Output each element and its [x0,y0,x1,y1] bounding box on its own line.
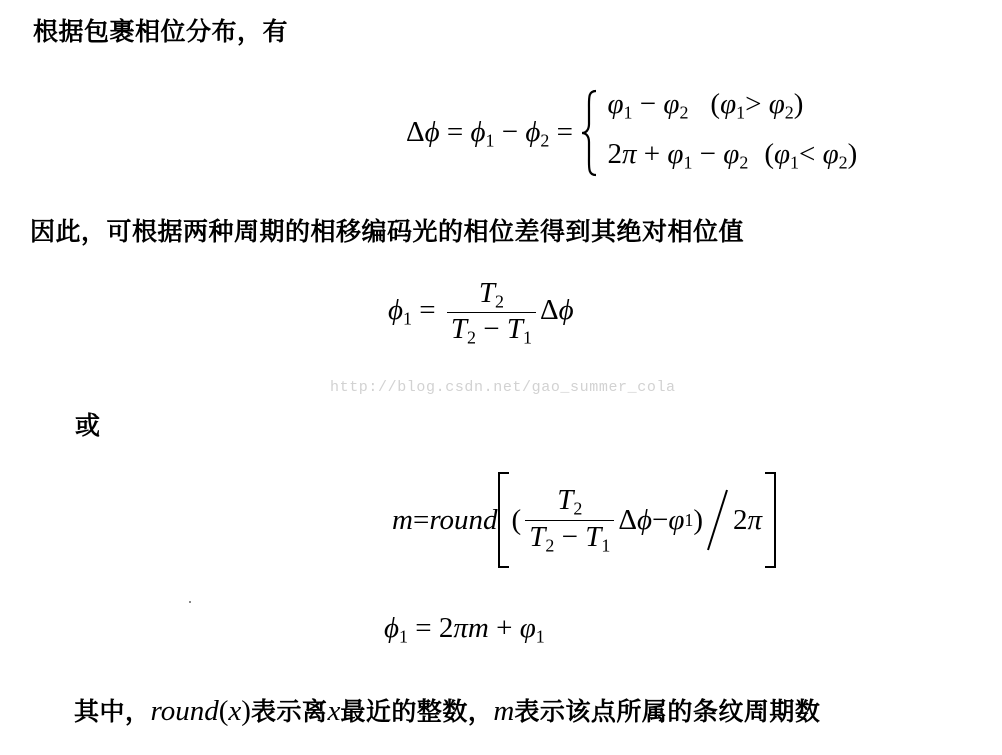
phi-symbol: ϕ [558,294,574,327]
paren: ) [847,138,858,171]
left-brace-icon [580,88,600,178]
pi-symbol: π [747,503,763,536]
x-symbol: x [228,695,242,727]
phi-symbol: ϕ [424,115,440,148]
watermark-url: http://blog.csdn.net/gao_summer_cola [330,379,676,396]
fraction [525,484,614,555]
eq1-lhs [406,116,573,151]
equals-sign: = [412,294,443,327]
phi-symbol: ϕ [470,115,486,148]
number: 2 [607,138,622,171]
delta-symbol: Δ [618,503,637,536]
delta-symbol: Δ [406,115,425,148]
greater-than-sign: > [745,88,769,120]
subscript: 1 [790,152,800,173]
right-bracket [765,472,776,568]
bottom-text-1: 表示离 [250,697,328,726]
subscript: 2 [494,291,504,312]
subscript: 1 [683,152,693,173]
pi-symbol: π [622,138,637,171]
fraction [447,277,536,348]
subscript: 2 [784,102,794,123]
subscript: 1 [601,534,611,555]
x-symbol: x [327,695,341,727]
equation-absolute-phase [388,277,574,348]
less-than-sign: < [799,138,823,171]
fraction-denominator [447,313,536,348]
varphi-symbol: φ [773,138,791,171]
minus-sign: − [632,88,664,120]
varphi-symbol: φ [663,88,680,120]
varphi-symbol: φ [519,612,536,644]
minus-sign: − [475,313,507,346]
t-symbol: T [478,277,495,309]
phi-symbol: ϕ [636,503,652,536]
number: 2 [438,612,454,644]
varphi-symbol: φ [720,88,737,120]
subscript: 1 [535,626,545,647]
round-function: round [429,503,498,536]
fraction-numerator [475,277,508,312]
equals-sign: = [408,612,439,644]
m-symbol: m [493,695,515,727]
varphi-symbol: φ [768,88,785,120]
equation-round-m [392,472,776,568]
subscript: 2 [838,152,848,173]
varphi-symbol: φ [723,138,740,171]
varphi-symbol: φ [668,503,685,536]
middle-text: 因此，可根据两种周期的相移编码光的相位差得到其绝对相位值 [30,217,745,246]
subscript: 2 [739,152,749,173]
subscript: 2 [545,534,555,555]
subscript: 1 [684,509,694,530]
paren: ( [511,503,522,536]
delta-symbol: Δ [539,294,559,327]
phi-symbol: ϕ [525,115,541,148]
minus-sign: − [651,503,669,536]
plus-sign: + [636,138,668,171]
subscript: 1 [399,626,408,647]
round-function: round [150,695,219,727]
intro-text: 根据包裹相位分布，有 [33,17,289,46]
paren: ) [693,503,704,536]
varphi-symbol: φ [667,138,684,171]
t-symbol: T [506,313,523,346]
cases-block [608,83,858,184]
varphi-symbol: φ [822,138,839,171]
t-symbol: T [585,520,602,553]
subscript: 1 [736,102,746,123]
subscript: 2 [573,498,583,519]
pi-symbol: π [453,612,468,644]
paren: ) [793,88,804,120]
phi-symbol: ϕ [388,294,404,327]
equation-phi1 [384,612,545,647]
m-symbol: m [392,503,413,536]
varphi-symbol: φ [607,88,624,120]
bottom-text-3: 表示该点所属的条纹周期数 [514,697,821,726]
paren: ( [218,695,229,727]
subscript: 1 [522,327,532,348]
number: 2 [733,503,748,536]
equals-sign: = [549,115,573,148]
subscript: 1 [485,130,495,151]
subscript: 2 [679,102,689,123]
minus-sign: − [494,115,526,148]
equation-phase-difference [406,83,857,184]
t-symbol: T [529,520,546,553]
fraction-denominator [525,521,614,556]
case-row-2 [608,133,858,183]
subscript: 2 [467,327,476,348]
division-slash-icon [703,487,733,553]
phi-symbol: ϕ [384,612,400,644]
equals-sign: = [439,115,471,148]
or-text: 或 [75,411,101,440]
minus-sign: − [692,138,724,171]
scan-speck [189,601,191,603]
m-symbol: m [467,612,489,644]
paren: ) [241,695,251,727]
left-bracket [498,472,509,568]
equals-sign: = [412,503,430,536]
bottom-text-2: 最近的整数， [340,697,494,726]
bottom-prefix: 其中， [74,697,151,726]
bottom-text [74,692,820,728]
t-symbol: T [557,484,574,517]
subscript: 1 [403,308,412,329]
fraction-numerator [553,484,586,519]
paren: ( [710,88,721,120]
t-symbol: T [450,313,467,346]
case-row-1 [608,83,858,133]
subscript: 1 [623,102,633,123]
plus-sign: + [488,612,520,644]
bracket-group [498,472,777,568]
paren: ( [764,138,774,171]
subscript: 2 [540,130,550,151]
minus-sign: − [554,520,586,553]
